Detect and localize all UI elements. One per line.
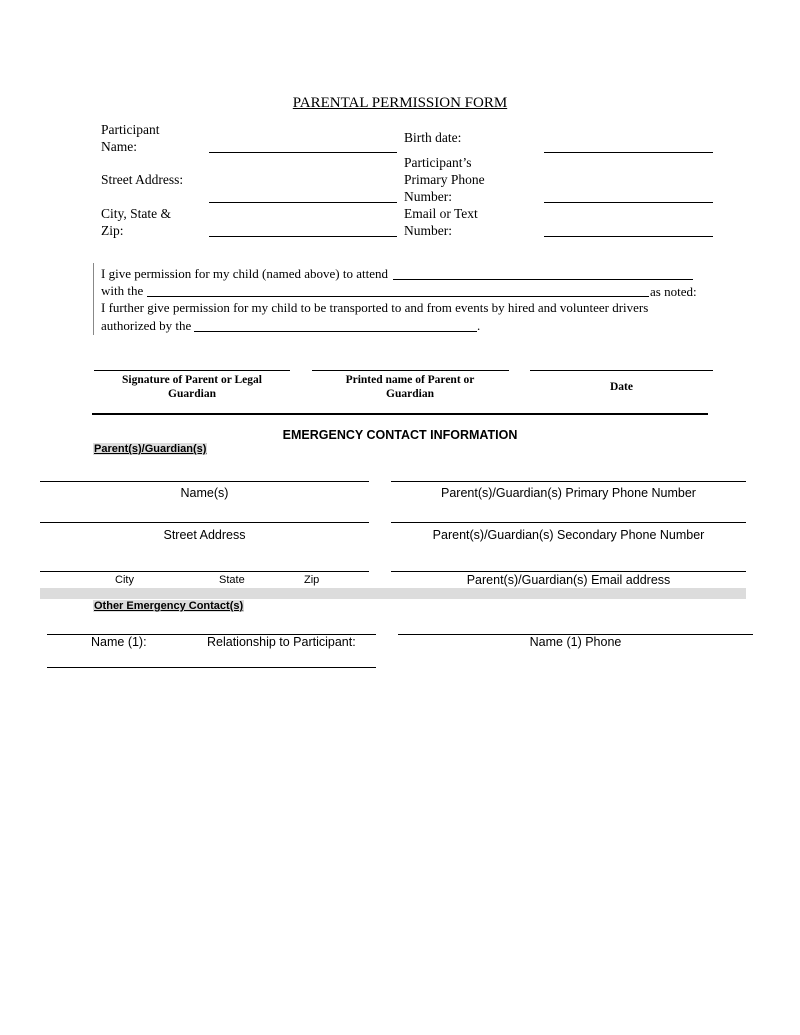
date-caption: Date: [610, 381, 633, 393]
birth-date-field[interactable]: [544, 152, 713, 153]
secondary-phone-number-caption: Parent(s)/Guardian(s) Secondary Phone Number: [432, 528, 705, 542]
event-field[interactable]: [393, 279, 693, 280]
parents-guardians-label: Parent(s)/Guardian(s): [94, 443, 207, 455]
parent-names-caption: Name(s): [180, 486, 229, 500]
additional-contact-line[interactable]: [47, 667, 376, 668]
birth-date-label: Birth date:: [404, 130, 462, 145]
city-state-zip-field[interactable]: [209, 236, 397, 237]
authorized-by-field[interactable]: [194, 331, 477, 332]
secondary-phone-number-field[interactable]: [391, 522, 746, 523]
zip-caption: Zip: [304, 574, 320, 586]
parent-names-field[interactable]: [40, 481, 369, 482]
name1-phone-caption: Name (1) Phone: [529, 635, 622, 649]
form-title: PARENTAL PERMISSION FORM: [292, 95, 508, 111]
street-address-label: Street Address:: [101, 172, 184, 187]
email-text-label: Email or Text Number:: [404, 206, 478, 238]
participant-name-label: Participant Name:: [101, 122, 160, 154]
parent-signature-field[interactable]: [94, 370, 290, 371]
participant-name-field[interactable]: [209, 152, 397, 153]
shaded-band: [40, 588, 746, 599]
parent-street-field[interactable]: [40, 522, 369, 523]
paragraph-border: [93, 263, 94, 335]
permission-line1: I give permission for my child (named above) to attend: [101, 266, 389, 281]
emergency-heading: EMERGENCY CONTACT INFORMATION: [282, 428, 518, 442]
city-caption: City: [115, 574, 134, 586]
name1-caption: Name (1):: [91, 635, 147, 649]
street-address-field[interactable]: [209, 202, 397, 203]
state-caption: State: [219, 574, 245, 586]
permission-line4-end: .: [477, 318, 481, 333]
permission-line2-end: as noted:: [650, 284, 697, 299]
primary-phone-number-field[interactable]: [391, 481, 746, 482]
permission-line4-start: authorized by the: [101, 318, 192, 333]
primary-phone-label: Participant’s Primary Phone Number:: [404, 155, 485, 204]
primary-phone-number-caption: Parent(s)/Guardian(s) Primary Phone Number: [441, 486, 696, 500]
city-state-zip-line[interactable]: [40, 571, 369, 572]
city-state-zip-label: City, State & Zip:: [101, 206, 171, 238]
other-contacts-label: Other Emergency Contact(s): [94, 600, 244, 612]
relationship-caption: Relationship to Participant:: [207, 635, 356, 649]
permission-line3: I further give permission for my child to be transported to and from events by hired and volunteer drivers: [101, 300, 649, 315]
printed-name-caption: Printed name of Parent or Guardian: [345, 374, 475, 400]
email-text-field[interactable]: [544, 236, 713, 237]
email-address-caption: Parent(s)/Guardian(s) Email address: [466, 573, 671, 587]
parent-signature-caption: Signature of Parent or Legal Guardian: [122, 374, 262, 400]
printed-name-field[interactable]: [312, 370, 509, 371]
date-field[interactable]: [530, 370, 713, 371]
parent-street-caption: Street Address: [163, 528, 246, 542]
permission-line2-start: with the: [101, 283, 144, 298]
section-divider: [92, 413, 708, 415]
organization-field[interactable]: [147, 296, 649, 297]
primary-phone-field[interactable]: [544, 202, 713, 203]
email-address-field[interactable]: [391, 571, 746, 572]
